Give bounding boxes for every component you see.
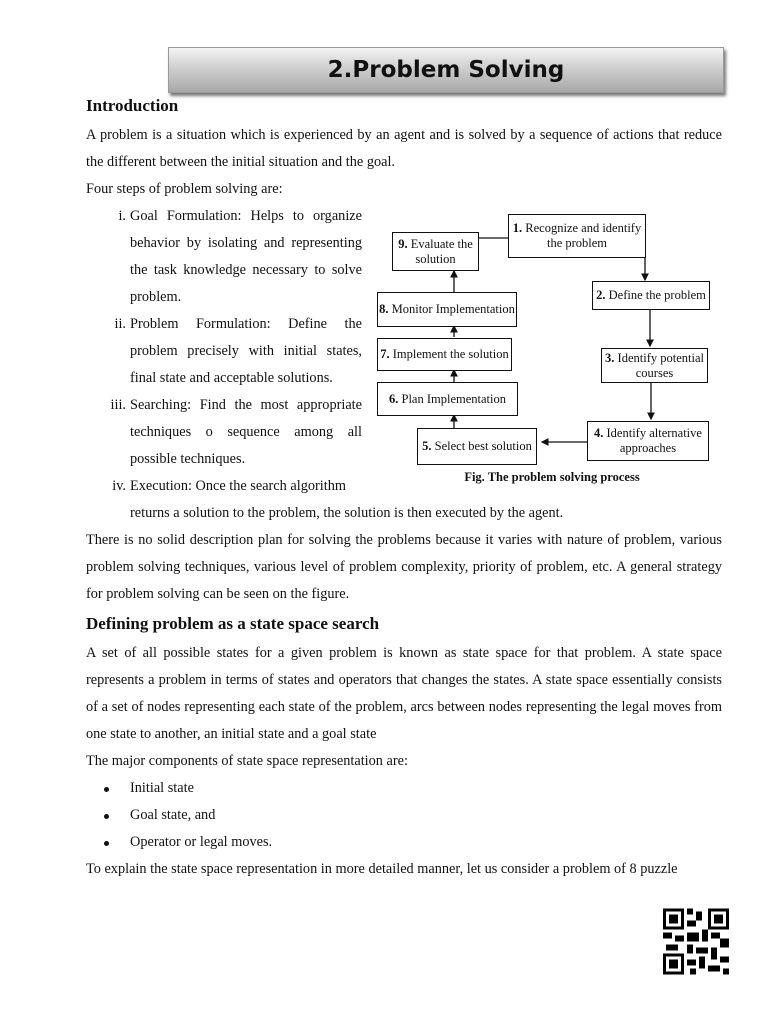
bullet-item: Initial state (86, 775, 722, 802)
chapter-title: 2.Problem Solving (327, 57, 565, 83)
step-box-1: 1. Recognize and identify the problem (508, 214, 646, 258)
intro-heading: Introduction (86, 96, 179, 115)
state-space-heading: Defining problem as a state space search (86, 614, 380, 633)
step-box-4: 4. Identify alternative approaches (587, 421, 709, 461)
step-item: iii. Searching: Find the most appropriate techniques o sequence among all possible techniques. (110, 397, 362, 467)
figure-caption: Fig. The problem solving process (464, 470, 640, 484)
step-box-6: 6. Plan Implementation (377, 382, 518, 416)
step-item: ii. Problem Formulation: Define the problem precisely with initial states, final state and acceptable solutions. (114, 316, 362, 386)
strategy-paragraph: There is no solid description plan for solving the problems because it varies with nature of problem, various problem solving techniques, various level of problem complexity, priority of problem, etc. A general strategy for problem solving can be seen on the figure. (86, 532, 722, 602)
step-box-5: 5. Select best solution (417, 428, 537, 465)
qr-code-icon[interactable] (663, 908, 729, 975)
step-box-9: 9. Evaluate the solution (392, 232, 479, 271)
step-box-2: 2. Define the problem (592, 281, 710, 310)
steps-intro: Four steps of problem solving are: (86, 181, 283, 197)
bullet-item: Goal state, and (86, 802, 722, 829)
step-item: iv. Execution: Once the search algorithm returns a solution to the problem, the solution is then executed by the agent. (112, 478, 564, 521)
chapter-title-banner (168, 47, 724, 93)
puzzle-paragraph: To explain the state space representation in more detailed manner, let us consider a problem of 8 puzzle (86, 861, 678, 877)
step-box-7: 7. Implement the solution (377, 338, 512, 371)
state-space-paragraph: A set of all possible states for a given problem is known as state space for that problem. A state space represents a problem in terms of states and operators that changes the states. A state space essentially consists of a set of nodes representing each state of the problem, arcs between nodes representing the legal moves from one state to another, an initial state and a goal state (86, 645, 722, 742)
step-box-3: 3. Identify potential courses (601, 348, 708, 383)
document-body (86, 92, 722, 883)
components-intro: The major components of state space representation are: (86, 753, 408, 769)
intro-paragraph: A problem is a situation which is experienced by an agent and is solved by a sequence of actions that reduce the different between the initial situation and the goal. (86, 127, 722, 170)
bullet-item: Operator or legal moves. (86, 829, 722, 856)
problem-solving-figure (374, 204, 722, 489)
step-item: i. Goal Formulation: Helps to organize behavior by isolating and representing the task knowledge necessary to solve problem. (118, 208, 362, 305)
step-box-8: 8. Monitor Implementation (377, 292, 517, 327)
